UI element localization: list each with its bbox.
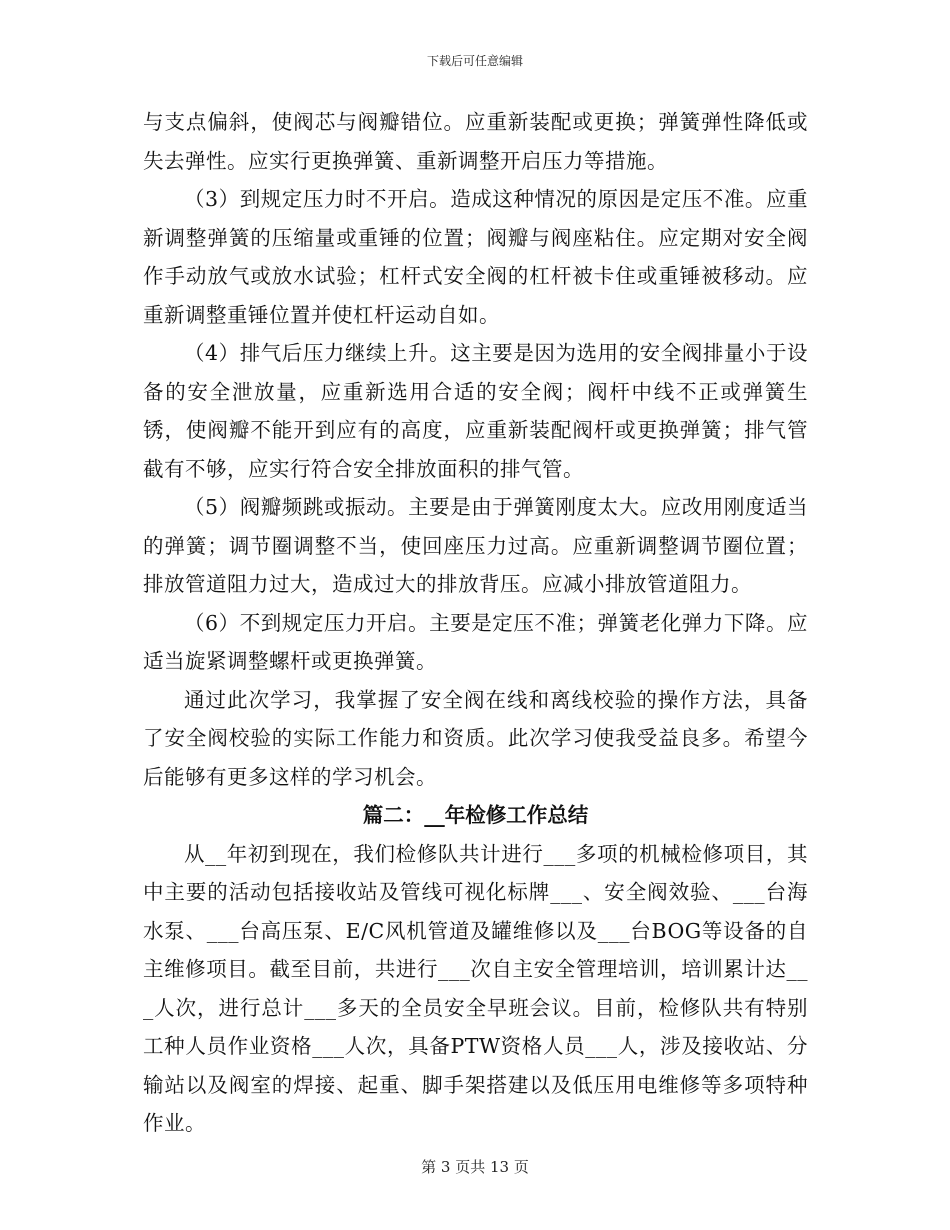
paragraph-item-5: （5）阀瓣频跳或振动。主要是由于弹簧刚度太大。应改用刚度适当的弹簧；调节圈调整不当，使回座压力过高。应重新调整调节圈位置；排放管道阻力过大，造成过大的排放背压。应减小排放管道阻力。 bbox=[143, 495, 808, 596]
paragraph-continuation: 与支点偏斜，使阀芯与阀瓣错位。应重新装配或更换；弹簧弹性降低或失去弹性。应实行更换弹簧、重新调整开启压力等措施。 bbox=[143, 110, 808, 173]
section-title: 篇二：__年检修工作总结 bbox=[362, 803, 589, 827]
paragraph-item-3: （3）到规定压力时不开启。造成这种情况的原因是定压不准。应重新调整弹簧的压缩量或重锤的位置；阀瓣与阀座粘住。应定期对安全阀作手动放气或放水试验；杠杆式安全阀的杠杆被卡住或重锤被移动。应重新调整重锤位置并使杠杆运动自如。 bbox=[143, 187, 808, 327]
paragraph-item-4: （4）排气后压力继续上升。这主要是因为选用的安全阀排量小于设备的安全泄放量，应重新选用合适的安全阀；阀杆中线不正或弹簧生锈，使阀瓣不能开到应有的高度，应重新装配阀杆或更换弹簧；排气管截有不够，应实行符合安全排放面积的排气管。 bbox=[143, 341, 808, 481]
section-body-paragraph: 从__年初到现在，我们检修队共计进行___多项的机械检修项目，其中主要的活动包括接收站及管线可视化标牌___、安全阀效验、___台海水泵、___台高压泵、E/C风机管道及罐维修以及___台BOG等设备的自主维修项目。截至目前，共进行___次自主安全管理培训，培训累计达___人次，进行总计___多天的全员安全早班会议。目前，检修队共有特别工种人员作业资格___人次，具备PTW资格人员___人，涉及接收站、分输站以及阀室的焊接、起重、脚手架搭建以及低压用电维修等多项特种作业。 bbox=[143, 841, 808, 1135]
page-footer: 第 3 页共 13 页 bbox=[421, 1158, 529, 1176]
page-header: 下载后可任意编辑 bbox=[426, 54, 523, 68]
paragraph-conclusion: 通过此次学习，我掌握了安全阀在线和离线校验的操作方法，具备了安全阀校验的实际工作能力和资质。此次学习使我受益良多。希望今后能够有更多这样的学习机会。 bbox=[143, 687, 808, 789]
paragraph-item-6: （6）不到规定压力开启。主要是定压不准；弹簧老化弹力下降。应适当旋紧调整螺杆或更换弹簧。 bbox=[143, 610, 808, 673]
document-body bbox=[143, 103, 808, 1143]
